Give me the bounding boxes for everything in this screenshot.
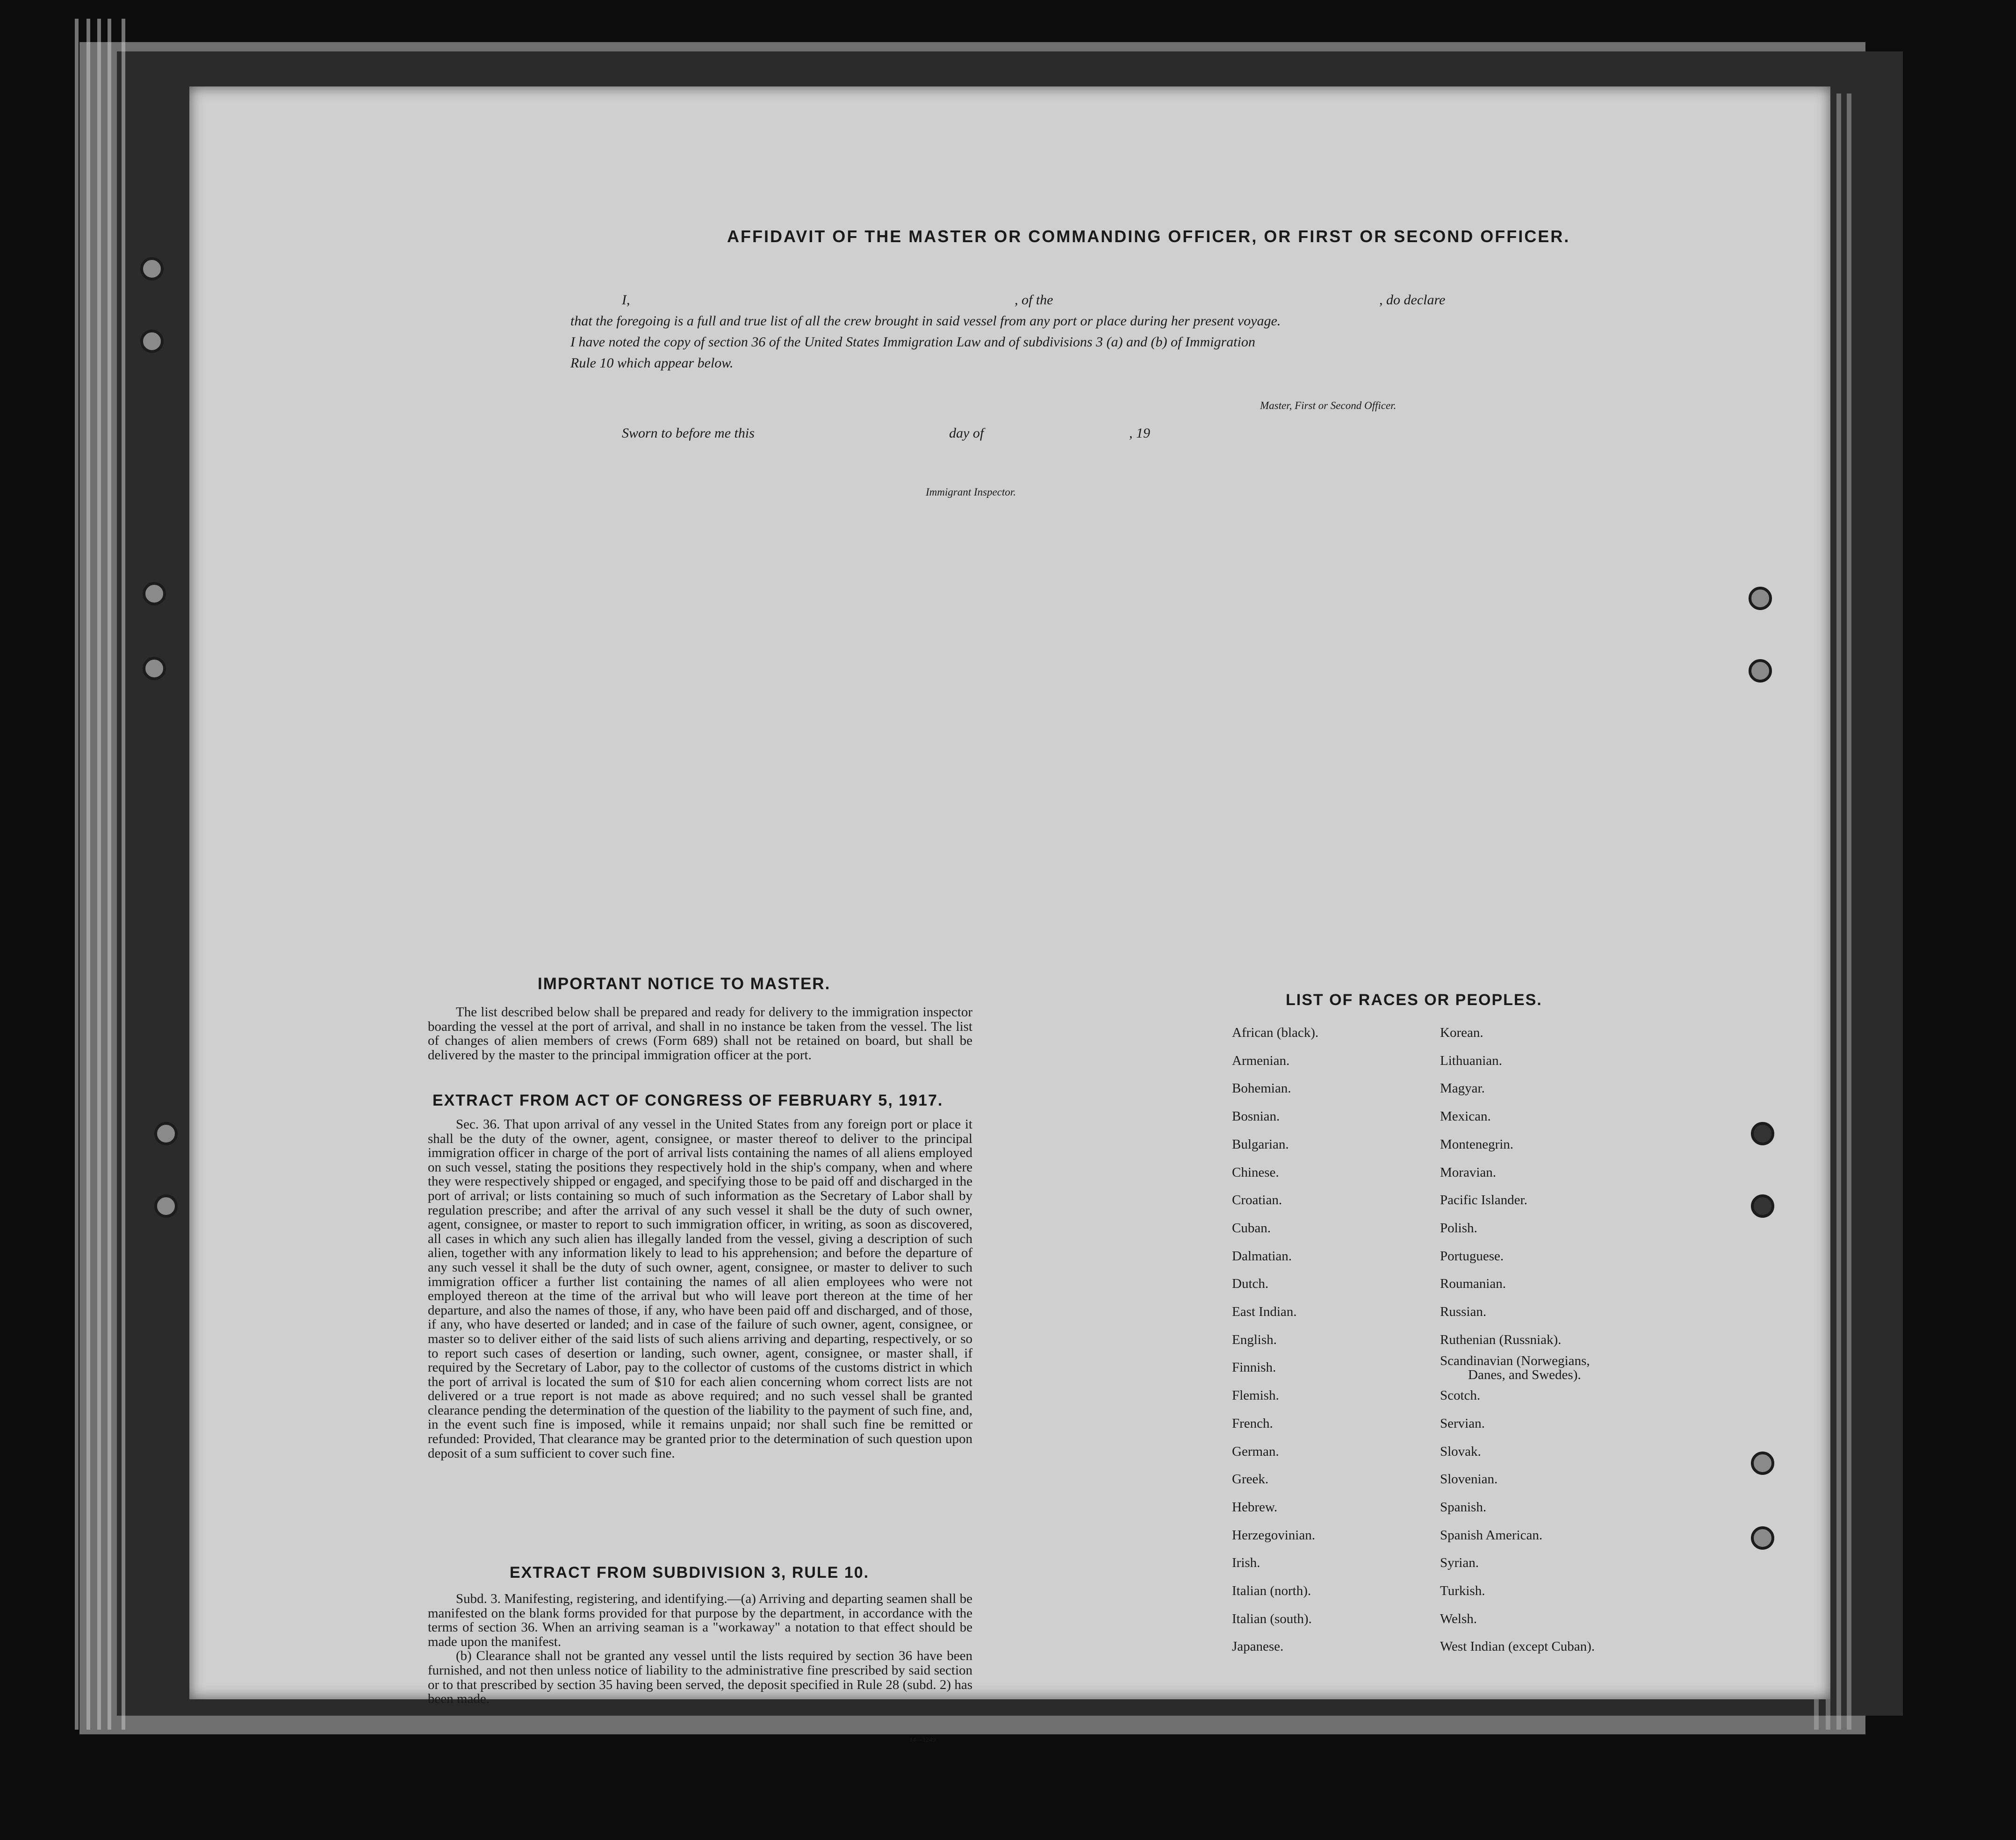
binder-hole-icon [1749,659,1772,683]
race-item: West Indian (except Cuban). [1440,1639,1595,1654]
race-item: Armenian. [1232,1053,1290,1068]
race-item: Polish. [1440,1220,1477,1236]
race-item: Chinese. [1232,1164,1279,1180]
race-item: Servian. [1440,1416,1485,1431]
race-item: Scotch. [1440,1388,1481,1403]
day-of-text: day of [949,425,984,441]
race-item: German. [1232,1444,1279,1459]
race-item: Irish. [1232,1555,1260,1571]
race-item: Bohemian. [1232,1081,1291,1096]
act-text [428,1117,972,1460]
binder-hole-icon [1751,1194,1774,1218]
race-item: East Indian. [1232,1304,1297,1320]
notice-paragraph: The list described below shall be prepared and ready for delivery to the immigration inspector boarding the vessel at the port of arrival, and shall in no instance be taken from the vessel. The list of changes of alien members of crews (Form 689) shall not be retained on board, but shall be delivered by the master to the principal immigration officer at the port. [428,1005,972,1063]
race-item: Montenegrin. [1440,1136,1514,1152]
race-item: Slovak. [1440,1444,1481,1459]
race-item: Dutch. [1232,1276,1269,1292]
race-item-line: Scandinavian (Norwegians, [1440,1353,1590,1369]
binder-hole-icon [140,257,164,280]
race-item: English. [1232,1332,1277,1347]
race-item: Flemish. [1232,1388,1279,1403]
affidavit-declare: , do declare [1379,292,1446,308]
affidavit-title: AFFIDAVIT OF THE MASTER OR COMMANDING OFFICER, OR FIRST OR SECOND OFFICER. [727,227,1570,246]
binder-hole-icon [143,582,166,605]
form-number: 14—1249 [909,1737,936,1744]
binder-hole-icon [1751,1452,1774,1475]
races-left-column [1232,1019,1318,1661]
race-item: Hebrew. [1232,1499,1278,1515]
rule-title: EXTRACT FROM SUBDIVISION 3, RULE 10. [510,1564,870,1581]
binder-hole-icon [154,1194,178,1218]
race-item: Korean. [1440,1025,1483,1040]
races-title: LIST OF RACES OR PEOPLES. [1286,991,1542,1009]
race-item: Pacific Islander. [1440,1193,1527,1208]
affidavit-line-2: that the foregoing is a full and true list of all the crew brought in said vessel from any port or place during her present voyage. [570,313,1281,329]
binder-hole-icon [154,1122,178,1145]
affidavit-of-the: , of the [1015,292,1053,308]
document-page [189,86,1830,1744]
race-item: Mexican. [1440,1109,1491,1124]
race-item: Japanese. [1232,1639,1284,1654]
binder-hole-icon [143,657,166,680]
stacked-page-edges-left [65,19,136,1730]
act-title: EXTRACT FROM ACT OF CONGRESS OF FEBRUARY 5, 1917. [432,1092,943,1109]
affidavit-line-3: I have noted the copy of section 36 of the United States Immigration Law and of subdivisions 3 (a) and (b) of Immigration [570,334,1255,350]
race-item: Greek. [1232,1472,1269,1487]
race-item: Croatian. [1232,1193,1282,1208]
race-item: Dalmatian. [1232,1248,1292,1264]
race-item: Syrian. [1440,1555,1479,1571]
race-item-continuation: Danes, and Swedes). [1468,1367,1581,1383]
race-item: Portuguese. [1440,1248,1504,1264]
race-item: Italian (north). [1232,1583,1311,1599]
race-item: Herzegovinian. [1232,1527,1315,1543]
race-item: Bosnian. [1232,1109,1280,1124]
notice-text [428,1005,972,1062]
rule-paragraph-b: (b) Clearance shall not be granted any vessel until the lists required by section 36 have been furnished, and not then unless notice of liability to the administrative fine prescribed by said section or to that prescribed by section 35 having been served, the deposit specified in Rule 28 (subd. 2) has been made. [428,1648,972,1707]
race-item [1440,1354,1595,1382]
race-item: Ruthenian (Russniak). [1440,1332,1562,1347]
race-item: Slovenian. [1440,1472,1498,1487]
master-signature-label: Master, First or Second Officer. [1260,400,1397,411]
race-item: Lithuanian. [1440,1053,1502,1068]
sworn-text: Sworn to before me this [622,425,755,441]
binder-hole-icon [1751,1526,1774,1550]
year-text: , 19 [1129,425,1150,441]
race-item: Turkish. [1440,1583,1485,1599]
race-item: Magyar. [1440,1081,1485,1096]
binder-hole-icon [1751,1122,1774,1145]
race-item: Welsh. [1440,1611,1477,1626]
binder-hole-icon [1749,587,1772,610]
race-item: Bulgarian. [1232,1136,1289,1152]
affidavit-i: I, [622,292,630,308]
affidavit-line-4: Rule 10 which appear below. [570,355,734,371]
rule-paragraph-a: Subd. 3. Manifesting, registering, and identifying.—(a) Arriving and departing seamen shall be manifested on the blank forms provided for that purpose by the department, in accordance with the terms of section 36. When an arriving seaman is a "workaway" a notation to that effect should be made upon the manifest. [428,1591,972,1649]
race-item: French. [1232,1416,1273,1431]
rule-text [428,1592,972,1706]
race-item: Roumanian. [1440,1276,1506,1292]
races-right-column [1440,1019,1595,1661]
race-item: African (black). [1232,1025,1319,1040]
inspector-signature-label: Immigrant Inspector. [926,486,1016,498]
notice-title: IMPORTANT NOTICE TO MASTER. [538,975,831,993]
binder-hole-icon [140,330,164,353]
race-item: Finnish. [1232,1360,1276,1375]
race-item: Spanish. [1440,1499,1487,1515]
act-paragraph: Sec. 36. That upon arrival of any vessel in the United States from any foreign port or place it shall be the duty of the owner, agent, consignee, or master thereof to deliver to the principal immigration officer in charge of the port of arrival lists containing the names of all aliens employed on such vessel, stating the positions they respectively hold in the ship's company, when and where they were respectively shipped or engaged, and specifying those to be paid off and discharged in the port of arrival; or lists containing so much of such information as the Secretary of Labor shall by regulation prescribe; and after the arrival of any such vessel it shall be the duty of such owner, agent, consignee, or master to report to such immigration officer, in writing, as soon as discovered, all cases in which any such alien has illegally landed from the vessel, giving a description of such alien, together with any information likely to lead to his apprehension; and before the departure of any such vessel it shall be the duty of such owner, agent, consignee, or master to deliver to such immigration officer a further list containing the names of all alien employees who were not employed thereon at the time of the arrival but who will leave port thereon at the time of her departure, and also the names of those, if any, who have been paid off and discharged, and of those, if any, who have deserted or landed; and in case of the failure of such owner, agent, consignee, or master so to deliver either of the said lists of such aliens arriving and departing, respectively, or so to report such cases of desertion or landing, such owner, agent, consignee, or master shall, if required by the Secretary of Labor, pay to the collector of customs of the customs district in which the port of arrival is located the sum of $10 for each alien concerning whom correct lists are not delivered or a true report is not made as above required; and no such vessel shall be granted clearance pending the determination of the question of the liability to the payment of such fine, and, in the event such fine is imposed, while it remains unpaid; nor shall such fine be remitted or refunded: Provided, That clearance may be granted prior to the determination of such question upon deposit of a sum sufficient to cover such fine. [428,1117,972,1461]
race-item: Italian (south). [1232,1611,1312,1626]
race-item: Russian. [1440,1304,1487,1320]
race-item: Moravian. [1440,1164,1496,1180]
race-item: Spanish American. [1440,1527,1543,1543]
race-item: Cuban. [1232,1220,1271,1236]
